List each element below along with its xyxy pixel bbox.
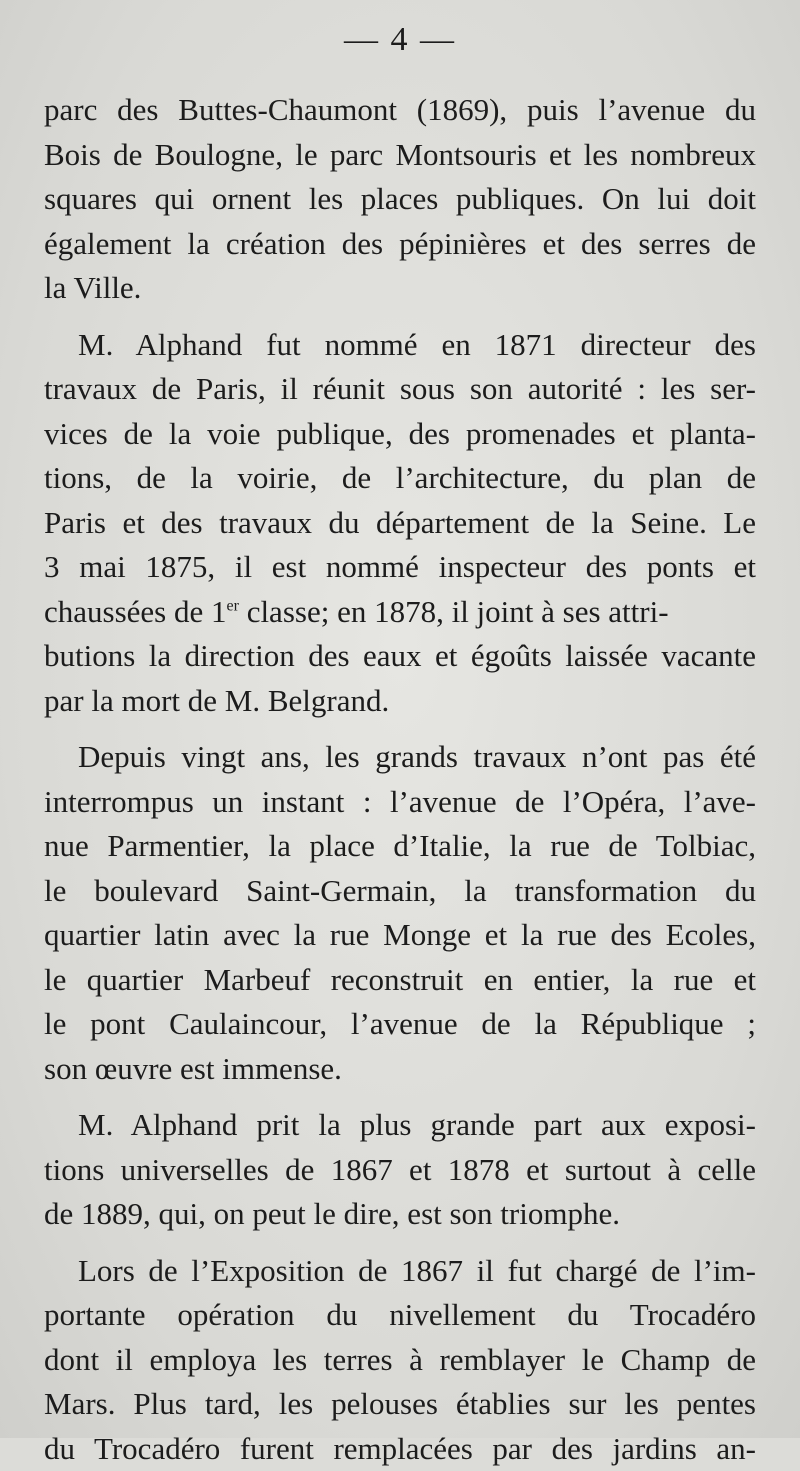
page-number: — 4 — [0, 20, 800, 60]
text-line: squares qui ornent les places publiques. On lui doit [44, 177, 756, 222]
text-line: parc des Buttes-Chaumont (1869), puis l’avenue du [44, 88, 756, 133]
paragraph-3 [44, 735, 756, 1091]
paragraph-1 [44, 88, 756, 311]
text-line: le boulevard Saint-Germain, la transformation du [44, 869, 756, 914]
text-line: Mars. Plus tard, les pelouses établies sur les pentes [44, 1382, 756, 1427]
text-fragment: chaussées de 1 [44, 594, 227, 629]
text-line: quartier latin avec la rue Monge et la rue des Ecoles, [44, 913, 756, 958]
text-line [44, 590, 756, 635]
text-fragment: classe; en 1878, il joint à ses attri- [239, 594, 669, 629]
text-line: son œuvre est immense. [44, 1047, 756, 1092]
text-line: travaux de Paris, il réunit sous son autorité : les ser- [44, 367, 756, 412]
text-line: par la mort de M. Belgrand. [44, 679, 756, 724]
paragraph-2 [44, 323, 756, 724]
text-line: le quartier Marbeuf reconstruit en entier, la rue et [44, 958, 756, 1003]
text-line: Lors de l’Exposition de 1867 il fut chargé de l’im- [44, 1249, 756, 1294]
text-line: vices de la voie publique, des promenades et planta- [44, 412, 756, 457]
superscript: er [227, 597, 239, 614]
text-line: interrompus un instant : l’avenue de l’Opéra, l’ave- [44, 780, 756, 825]
text-line: tions universelles de 1867 et 1878 et surtout à celle [44, 1148, 756, 1193]
text-line: 3 mai 1875, il est nommé inspecteur des ponts et [44, 545, 756, 590]
text-line: tions, de la voirie, de l’architecture, du plan de [44, 456, 756, 501]
paragraph-4 [44, 1103, 756, 1237]
text-line: Paris et des travaux du département de la Seine. Le [44, 501, 756, 546]
text-line: dont il employa les terres à remblayer le Champ de [44, 1338, 756, 1383]
text-line: butions la direction des eaux et égoûts laissée vacante [44, 634, 756, 679]
text-line: également la création des pépinières et des serres de [44, 222, 756, 267]
text-line: Depuis vingt ans, les grands travaux n’ont pas été [44, 735, 756, 780]
text-line: le pont Caulaincour, l’avenue de la République ; [44, 1002, 756, 1047]
text-line: du Trocadéro furent remplacées par des jardins an- [44, 1427, 756, 1471]
text-line: la Ville. [44, 266, 756, 311]
text-line: portante opération du nivellement du Trocadéro [44, 1293, 756, 1338]
text-line: M. Alphand fut nommé en 1871 directeur des [44, 323, 756, 368]
text-line: nue Parmentier, la place d’Italie, la rue de Tolbiac, [44, 824, 756, 869]
text-line: Bois de Boulogne, le parc Montsouris et les nombreux [44, 133, 756, 178]
text-line: de 1889, qui, on peut le dire, est son triomphe. [44, 1192, 756, 1237]
text-line: M. Alphand prit la plus grande part aux exposi- [44, 1103, 756, 1148]
page-body [44, 88, 756, 1471]
